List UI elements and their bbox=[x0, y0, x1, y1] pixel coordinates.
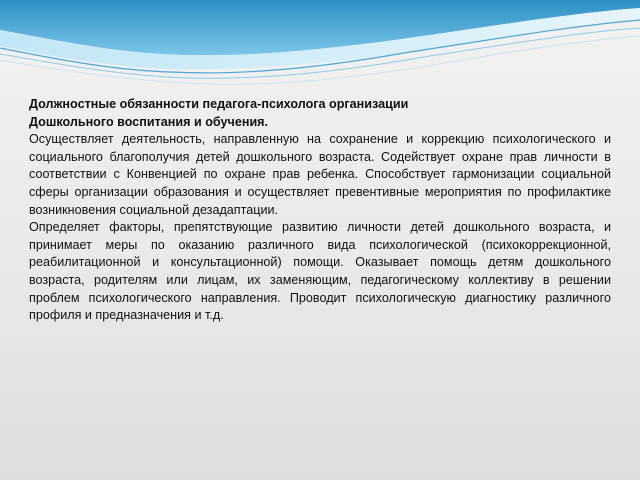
document-body bbox=[29, 96, 611, 325]
paragraph-1: Осуществляет деятельность, направленную на сохранение и коррекцию психологического и социального благополучия детей дошкольного возраста. Содействует охране прав личности в соответствии с Конвенцией по охране прав ребенка. Способствует гармонизации социальной сферы организации образования и осуществляет превентивные мероприятия по профилактике возникновения социальной дезадаптации. bbox=[29, 132, 611, 217]
paragraph-2: Определяет факторы, препятствующие развитию личности детей дошкольного возраста, и принимает меры по оказанию различного вида психологической (психокоррекционной, реабилитационной и консультационной) помощи. Оказывает помощь детям дошкольного возраста, родителям или лицам, их заменяющим, педагогическому коллективу в решении проблем психологического направления. Проводит психологическую диагностику различного профиля и предназначения и т.д. bbox=[29, 220, 611, 323]
decorative-wave-header bbox=[0, 0, 640, 90]
document-heading bbox=[29, 96, 611, 131]
heading-line-2: Дошкольного воспитания и обучения. bbox=[29, 114, 269, 129]
heading-line-1: Должностные обязанности педагога-психолога организации bbox=[29, 97, 409, 111]
